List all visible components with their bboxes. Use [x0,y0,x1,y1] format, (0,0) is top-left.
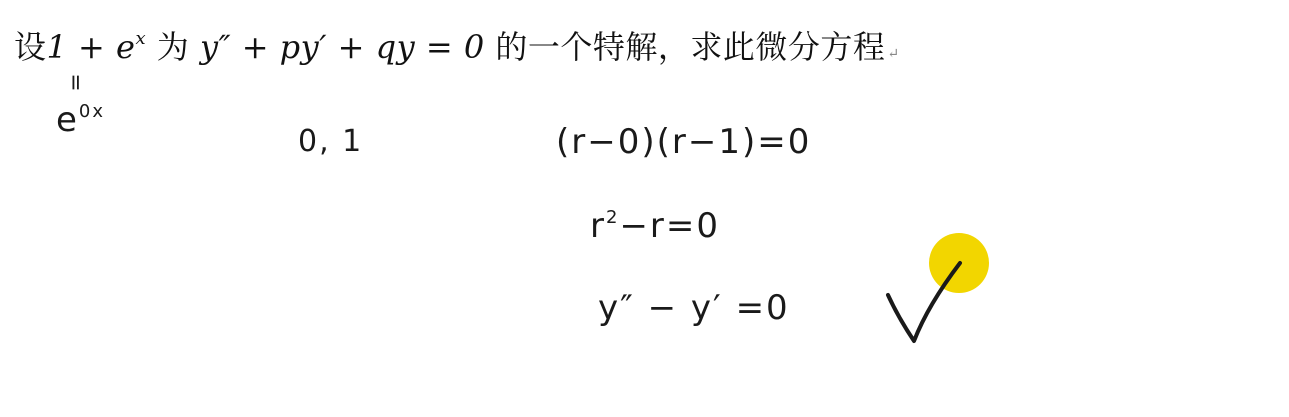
problem-equation: y″ + py′ + qy = 0 [199,28,485,66]
hand-e-base: e [56,100,79,140]
hand-roots: 0, 1 [298,124,364,159]
problem-expr-a: 1 + e [46,28,136,66]
problem-expr-a-sup: x [135,28,147,49]
return-mark: ↵ [887,46,900,62]
equals-mark: = [62,73,88,92]
problem-mid: 为 [156,28,190,66]
problem-prefix: 设 [14,28,47,66]
hand-e-zero-x [56,100,105,140]
problem-statement [14,14,900,79]
hand-char-eq [590,206,720,246]
hand-char-eq-sup: 2 [605,207,620,228]
problem-suffix: 的一个特解，求此微分方程 [495,28,886,66]
hand-char-eq-b: −r=0 [619,206,721,246]
check-icon [880,255,970,350]
hand-factored: (r−0)(r−1)=0 [556,122,812,162]
hand-char-eq-a: r [590,206,606,246]
hand-e-sup: 0x [78,101,106,122]
hand-ode: y″ − y′ =0 [598,288,790,328]
